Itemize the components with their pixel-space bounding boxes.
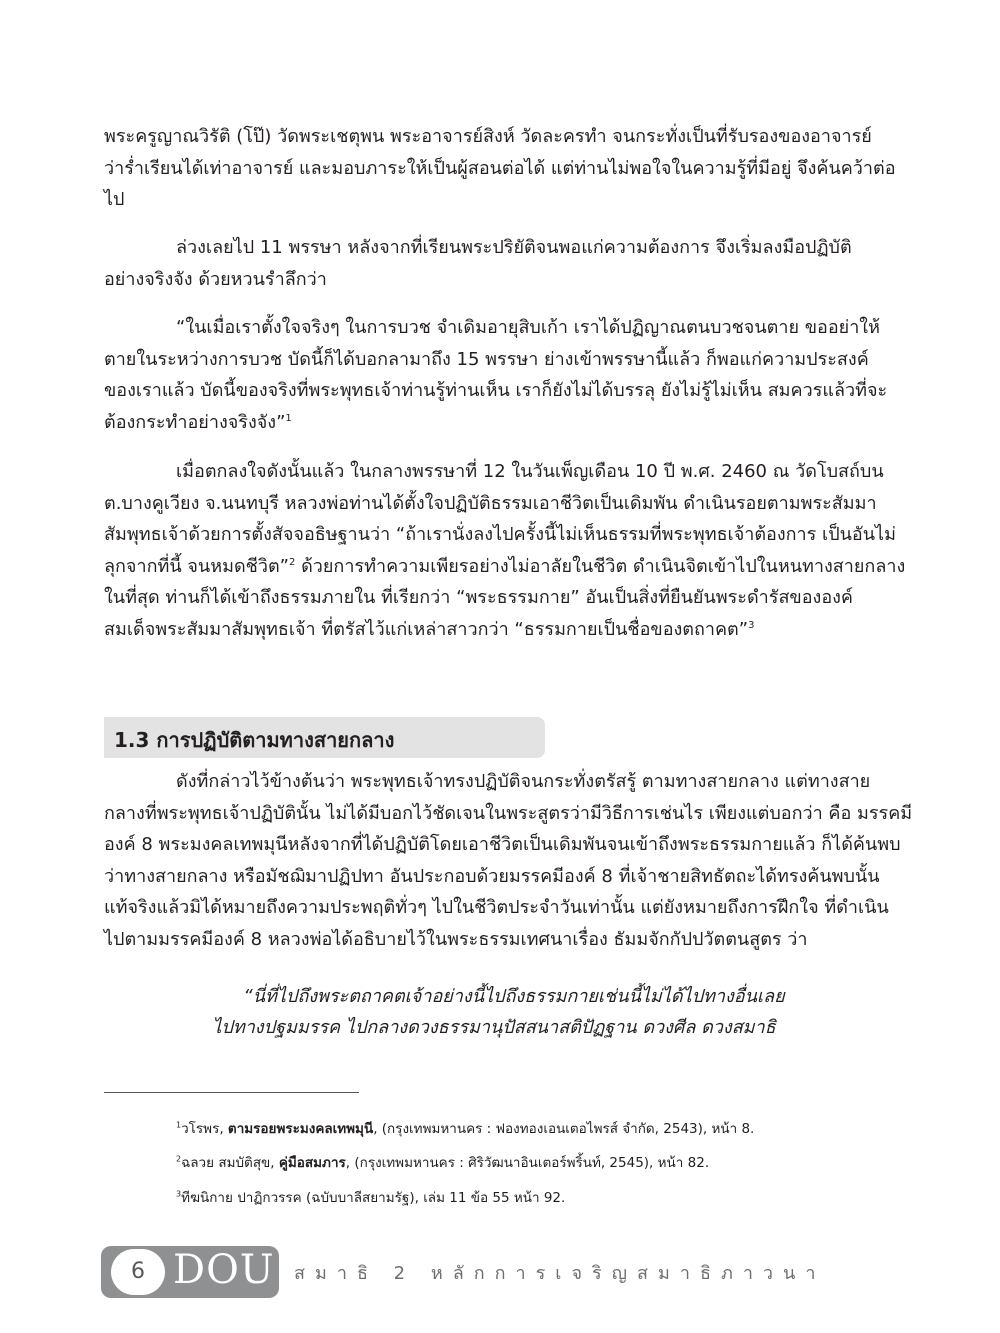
footnote-ref-3[interactable]: 3 [748,619,755,631]
footnote-book-title: ตามรอยพระมงคลเทพมุนี [227,1121,374,1137]
text-line [104,407,884,439]
text-line: ของเราแล้ว บัดนี้ของจริงที่พระพุทธเจ้าท่านรู้ท่านเห็น เราก็ยังไม่ได้บรรลุ ยังไม่รู้ไม่เห็น สมควรแล้วที่จะ [104,380,888,401]
text-line: สัมพุทธเจ้าด้วยการตั้งสัจจอธิษฐานว่า “ถ้าเรานั่งลงไปครั้งนี้ไม่เห็นธรรมที่พระพุทธเจ้าต้องการ เป็นอันไม่ [104,524,896,545]
text-line: องค์ 8 พระมงคลเทพมุนีหลังจากที่ได้ปฏิบัติโดยเอาชีวิตเป็นเดิมพันจนเข้าถึงพระธรรมกายแล้ว ก็ได้ค้นพบ [104,834,901,855]
text-line: ดังที่กล่าวไว้ข้างต้นว่า พระพุทธเจ้าทรงปฏิบัติจนกระทั่งตรัสรู้ ตามทางสายกลาง แต่ทางสาย [176,771,871,792]
text-line: ไป [104,189,125,210]
text-line: แท้จริงแล้วมิได้หมายถึงความประพฤติทั่วๆ ไปในชีวิตประจำวันเท่านั้น แต่ยังหมายถึงการฝึกใจ ที่ดำเนิน [104,897,889,918]
section-heading [104,717,545,758]
quote-line: “นี่ที่ไปถึงพระตถาคตเจ้าอย่างนี้ไปถึงธรรมกายเช่นนี้ไม่ได้ไปทางอื่นเลย [243,986,785,1007]
text-line: ว่าทางสายกลาง หรือมัชฌิมาปฏิปทา อันประกอบด้วยมรรคมีองค์ 8 ที่เจ้าชายสิทธัตถะได้ทรงค้นพบนั้น [104,865,880,887]
paragraph-continuation [104,121,896,216]
text-line-content: สมเด็จพระสัมมาสัมพุทธเจ้า ที่ตรัสไว้แก่เหล่าสาวกว่า “ธรรมกายเป็นชื่อของตถาคต” [104,618,749,640]
footnote-text: ฉลวย สมบัติสุข, [181,1155,279,1171]
text-line-content: ลุกจากที่นี้ จนหมดชีวิต” [104,555,289,577]
text-line: ไปตามมรรคมีองค์ 8 หลวงพ่อได้อธิบายไว้ในพระธรรมเทศนาเรื่อง ธัมมจักกัปปวัตตนสูตร ว่า [104,928,808,950]
page-number: 6 [111,1249,165,1295]
footnote-text: , (กรุงเทพมหานคร : ศิริวัฒนาอินเตอร์พริ้นท์, 2545), หน้า 82. [345,1155,710,1171]
text-line: ล่วงเลยไป 11 พรรษา หลังจากที่เรียนพระปริยัติจนพอแก่ความต้องการ จึงเริ่มลงมือปฏิบัติ [176,237,852,258]
quote-line: ไปทางปฐมมรรค ไปกลางดวงธรรมานุปัสสนาสติปัฏฐาน ดวงศีล ดวงสมาธิ [212,1017,776,1038]
text-line-tail: ด้วยการทำความเพียรอย่างไม่อาลัยในชีวิต ดำเนินจิตเข้าไปในหนทางสายกลาง [295,555,906,577]
footnote-number: 2 [176,1154,182,1164]
text-line: อย่างจริงจัง ด้วยหวนรำลึกว่า [104,268,327,290]
paragraph-resolution [104,456,906,645]
footnote-book-title: คู่มือสมภาร [278,1155,346,1171]
footnote-number: 3 [176,1189,182,1199]
text-line [104,551,906,583]
footnote-text: ทีฆนิกาย ปาฏิกวรรค (ฉบับบาลีสยามรัฐ), เล่ม 11 ข้อ 55 หน้า 92. [181,1190,566,1206]
footnote-3 [176,1189,565,1207]
footnote-number: 1 [176,1120,182,1130]
text-line: “ในเมื่อเราตั้งใจจริงๆ ในการบวช จำเดิมอายุสิบเก้า เราได้ปฏิญาณตนบวชจนตาย ขออย่าให้ [176,317,880,338]
text-line: เมื่อตกลงใจดังนั้นแล้ว ในกลางพรรษาที่ 12 ในวันเพ็ญเดือน 10 ปี พ.ศ. 2460 ณ วัดโบสถ์บน [176,461,884,482]
text-line: ต.บางคูเวียง จ.นนทบุรี หลวงพ่อท่านได้ตั้งใจปฏิบัติธรรมเอาชีวิตเป็นเดิมพัน ดำเนินรอยตามพระสัมมา [104,492,877,514]
footnote-text: วโรพร, [181,1121,228,1137]
text-line: ว่าร่ำเรียนได้เท่าอาจารย์ และมอบภาระให้เป็นผู้สอนต่อได้ แต่ท่านไม่พอใจในความรู้ที่มีอยู่ จึงค้นคว้าต่อ [104,157,896,179]
footnote-2 [176,1154,709,1172]
dou-logo: DOU [173,1247,275,1293]
footer-book-title: สมาธิ 2 หลักการเจริญสมาธิภาวนา [294,1263,826,1284]
section-title: 1.3 การปฏิบัติตามทางสายกลาง [114,728,395,752]
paragraph-vow-quote [104,312,888,438]
text-line [104,614,884,646]
footnote-text: , (กรุงเทพมหานคร : ฟองทองเอนเตอไพรส์ จำกัด, 2543), หน้า 8. [373,1121,755,1137]
text-line: ตายในระหว่างการบวช บัดนี้ก็ได้บอกลามาถึง 15 พรรษา ย่างเข้าพรรษานี้แล้ว ก็พอแก่ความประสงค์ [104,348,869,370]
text-line: ในที่สุด ท่านก็ได้เข้าถึงธรรมภายใน ที่เรียกว่า “พระธรรมกาย” อันเป็นสิ่งที่ยืนยันพระดำรัสขององค์ [104,587,853,608]
footnote-1 [176,1120,754,1138]
footnote-ref-2[interactable]: 2 [288,556,296,568]
text-line: กลางที่พระพุทธเจ้าปฏิบัตินั้น ไม่ได้มีบอกไว้ชัดเจนในพระสูตรว่ามีวิธีการเช่นไร เพียงแต่บอกว่า คือ มรรคมี [104,802,913,824]
footnote-divider [104,1092,359,1093]
paragraph-eleven-rains [104,232,884,295]
footnote-ref-1[interactable]: 1 [285,412,292,424]
paragraph-middle-way [104,766,913,955]
text-line-content: ต้องกระทำอย่างจริงจัง” [104,411,286,433]
sermon-quote [104,981,884,1043]
text-line: พระครูญาณวิรัติ (โป๊) วัดพระเชตุพน พระอาจารย์สิงห์ วัดละครทำ จนกระทั่งเป็นที่รับรองของอาจารย์ [104,126,872,147]
